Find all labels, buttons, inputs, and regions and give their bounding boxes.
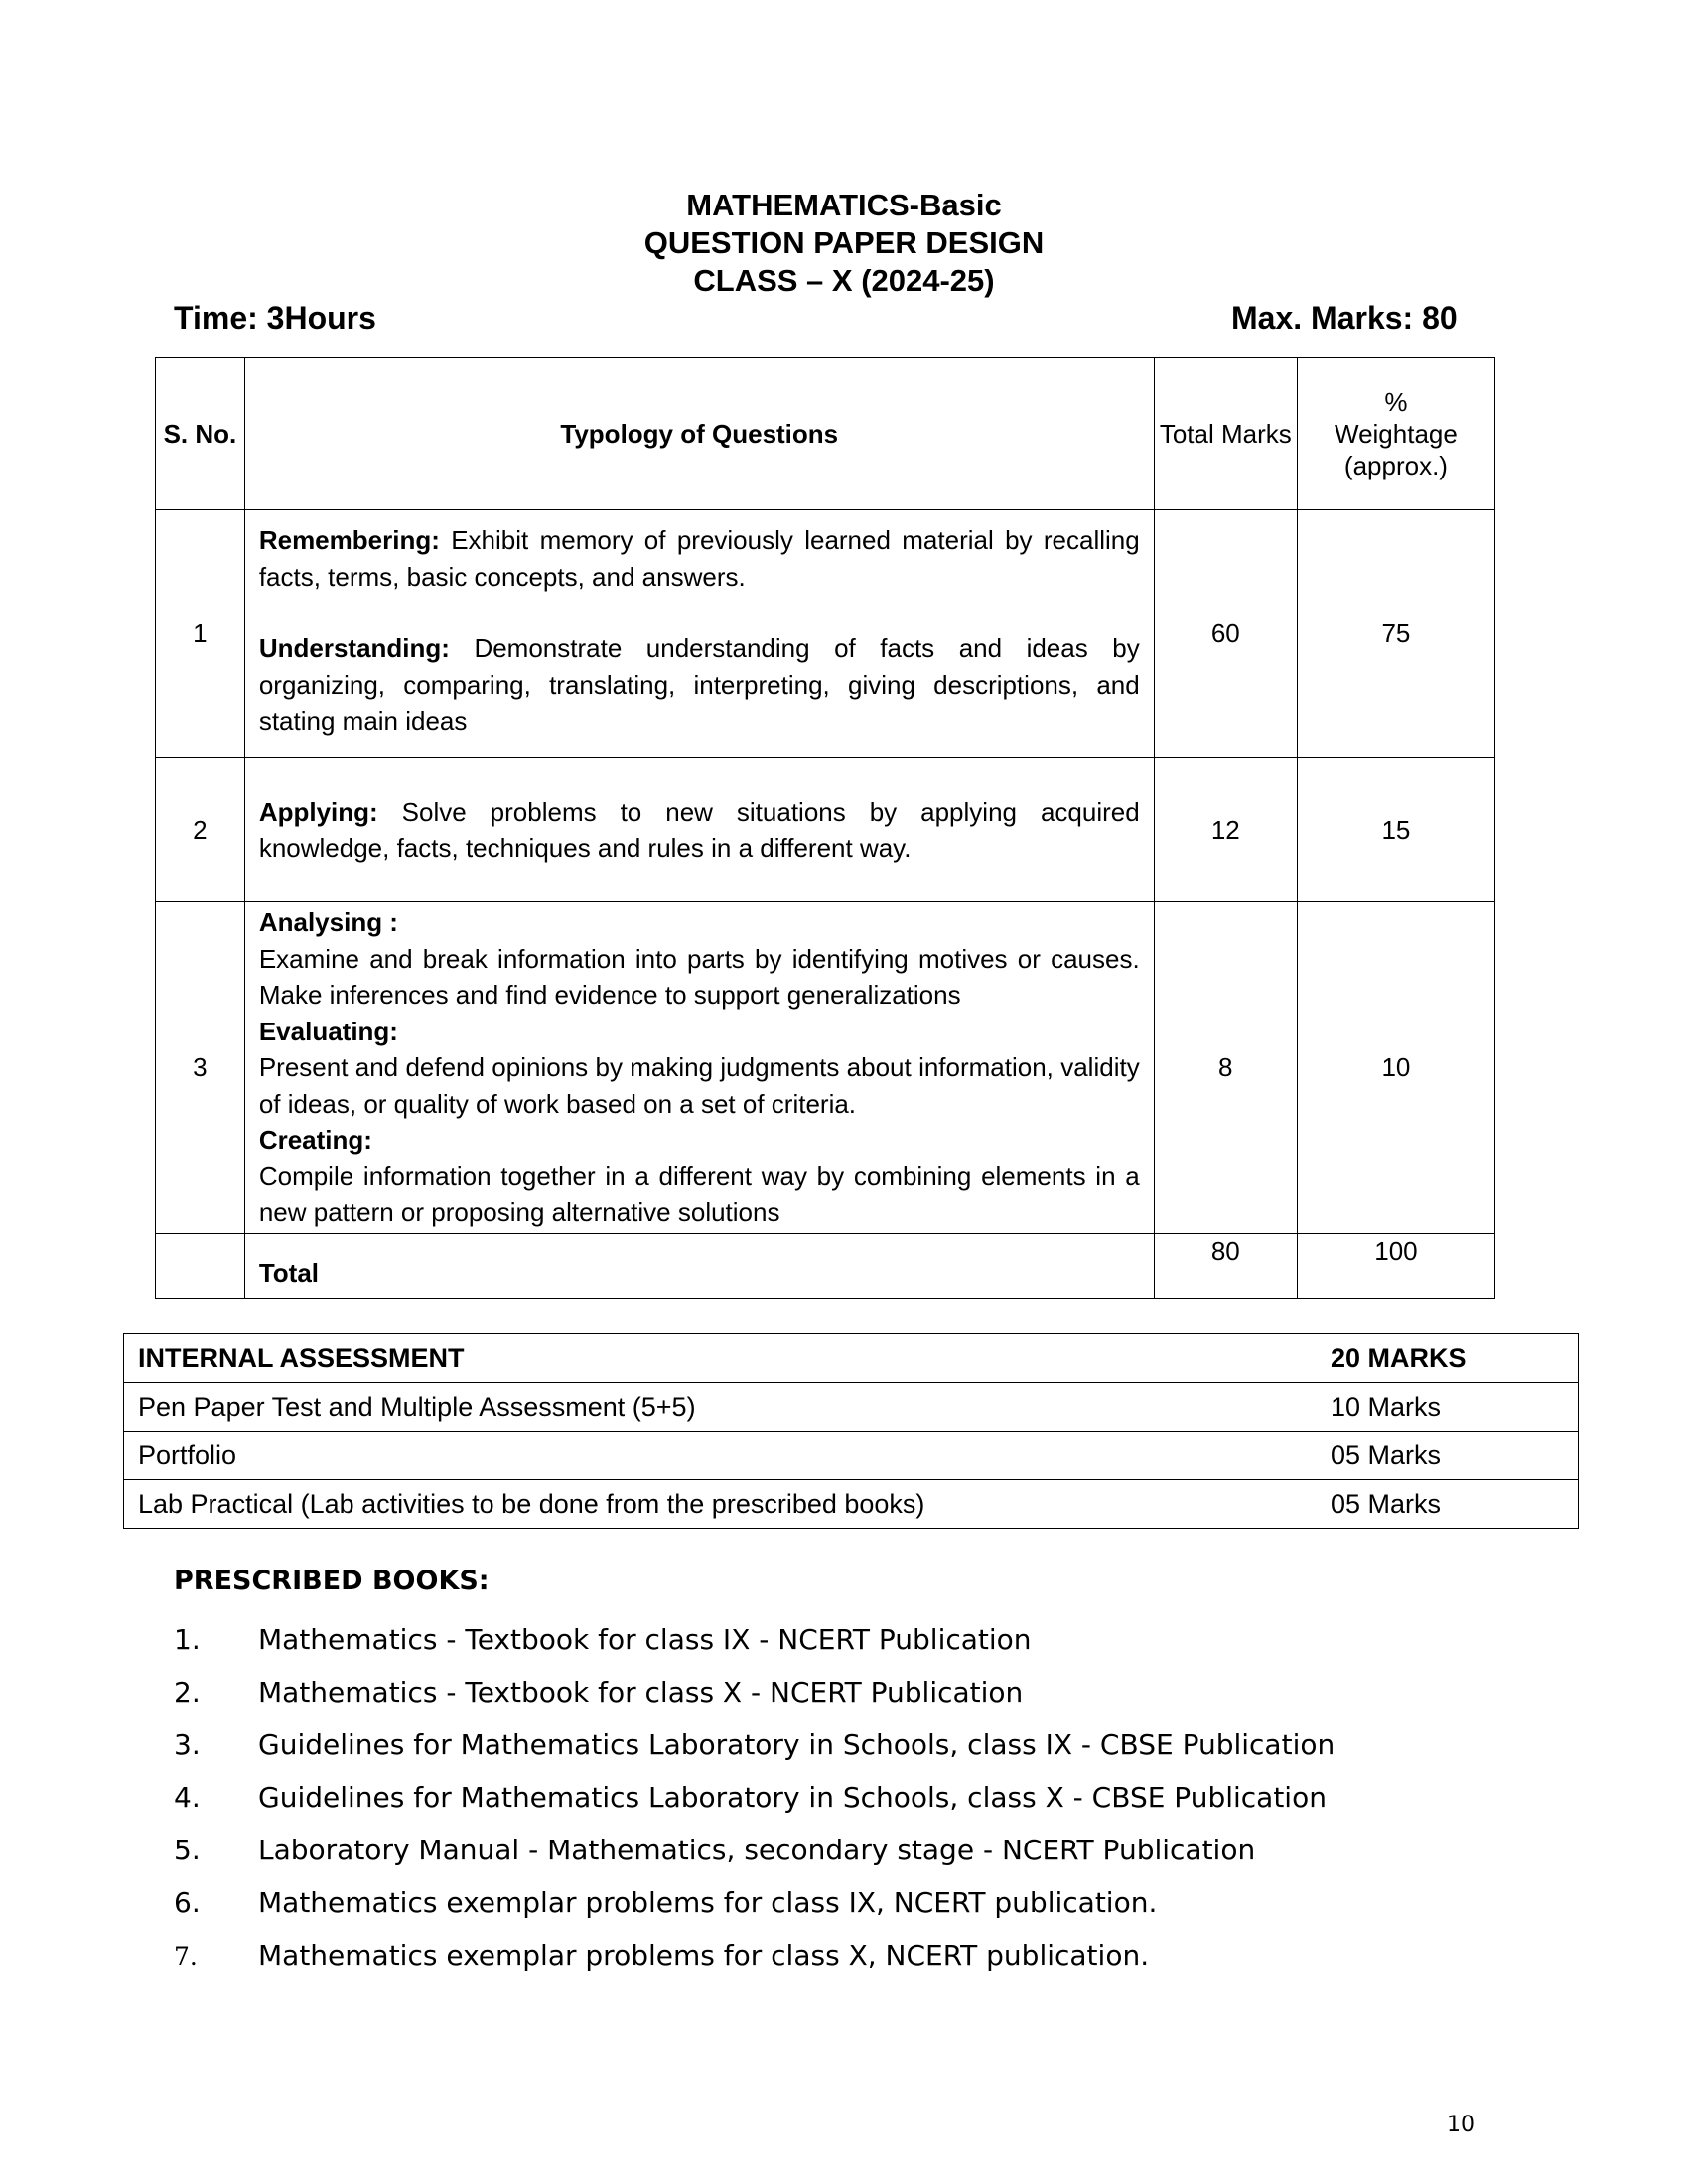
time-label: Time: 3Hours: [174, 300, 376, 336]
list-item: 4. Guidelines for Mathematics Laboratory in Schools, class X - CBSE Publication: [174, 1781, 1327, 1814]
ia-title: INTERNAL ASSESSMENT: [124, 1334, 1318, 1383]
row-sno: 2: [156, 758, 245, 902]
row-sno: 1: [156, 510, 245, 758]
row-description: Remembering: Exhibit memory of previously learned material by recalling facts, terms, basic concepts, and answers. Understanding: Demonstrate understanding of facts and ideas by organizing, comparing, translating, interpreting, giving descriptions, and stating main ideas: [244, 510, 1154, 758]
table-row: [156, 510, 1495, 758]
row-sno: 3: [156, 902, 245, 1234]
total-marks: 80: [1154, 1233, 1297, 1298]
table-row: [156, 758, 1495, 902]
list-item: 6. Mathematics exemplar problems for class IX, NCERT publication.: [174, 1886, 1158, 1919]
table-header-row: [156, 358, 1495, 510]
question-paper-design-table: [155, 357, 1495, 1299]
total-label: Total: [244, 1233, 1154, 1298]
row-marks: 8: [1154, 902, 1297, 1234]
page-number: 10: [1447, 2113, 1475, 2137]
ia-total-marks: 20 MARKS: [1317, 1334, 1579, 1383]
ia-item-marks: 05 Marks: [1317, 1432, 1579, 1480]
row-marks: 60: [1154, 510, 1297, 758]
col-sno-header: S. No.: [156, 358, 245, 510]
ia-item-marks: 05 Marks: [1317, 1480, 1579, 1529]
class-title: CLASS – X (2024-25): [693, 263, 995, 298]
ia-header-row: [124, 1334, 1579, 1383]
paper-design-title: QUESTION PAPER DESIGN: [643, 225, 1045, 260]
ia-item-marks: 10 Marks: [1317, 1383, 1579, 1432]
list-item: 7. Mathematics exemplar problems for class X, NCERT publication.: [174, 1939, 1150, 1972]
row-weightage: 15: [1297, 758, 1494, 902]
table-row: [124, 1383, 1579, 1432]
total-row: [156, 1233, 1495, 1298]
list-item: 5. Laboratory Manual - Mathematics, secondary stage - NCERT Publication: [174, 1834, 1256, 1866]
row-weightage: 75: [1297, 510, 1494, 758]
row-description: Applying: Solve problems to new situations by applying acquired knowledge, facts, techniques and rules in a different way.: [244, 758, 1154, 902]
ia-item-label: Pen Paper Test and Multiple Assessment (5+5): [124, 1383, 1318, 1432]
ia-item-label: Portfolio: [124, 1432, 1318, 1480]
max-marks-label: Max. Marks: 80: [1231, 300, 1458, 336]
row-weightage: 10: [1297, 902, 1494, 1234]
internal-assessment-table: [123, 1333, 1579, 1529]
list-item: 1. Mathematics - Textbook for class IX - NCERT Publication: [174, 1623, 1032, 1656]
subject-title: MATHEMATICS-Basic: [686, 188, 1002, 222]
col-weightage-header: % Weightage (approx.): [1297, 358, 1494, 510]
col-marks-header: Total Marks: [1154, 358, 1297, 510]
table-row: [124, 1480, 1579, 1529]
table-row: [124, 1432, 1579, 1480]
list-item: 3. Guidelines for Mathematics Laboratory in Schools, class IX - CBSE Publication: [174, 1728, 1336, 1761]
table-row: [156, 902, 1495, 1234]
col-typology-header: Typology of Questions: [244, 358, 1154, 510]
prescribed-books-title: PRESCRIBED BOOKS:: [174, 1566, 490, 1596]
total-weightage: 100: [1297, 1233, 1494, 1298]
list-item: 2. Mathematics - Textbook for class X - NCERT Publication: [174, 1676, 1024, 1708]
ia-item-label: Lab Practical (Lab activities to be done from the prescribed books): [124, 1480, 1318, 1529]
row-description: Analysing : Examine and break information into parts by identifying motives or causes. Make inferences and find evidence to support generalizations Evaluating: Present and defend opinions by making judgments about information, validity of ideas, or quality of work based on a set of criteria. Creating: Compile information together in a different way by combining elements in a new pattern or proposing alternative solutions: [244, 902, 1154, 1234]
document-header: [0, 187, 1688, 300]
row-marks: 12: [1154, 758, 1297, 902]
prescribed-books-list: [174, 1613, 1335, 1981]
